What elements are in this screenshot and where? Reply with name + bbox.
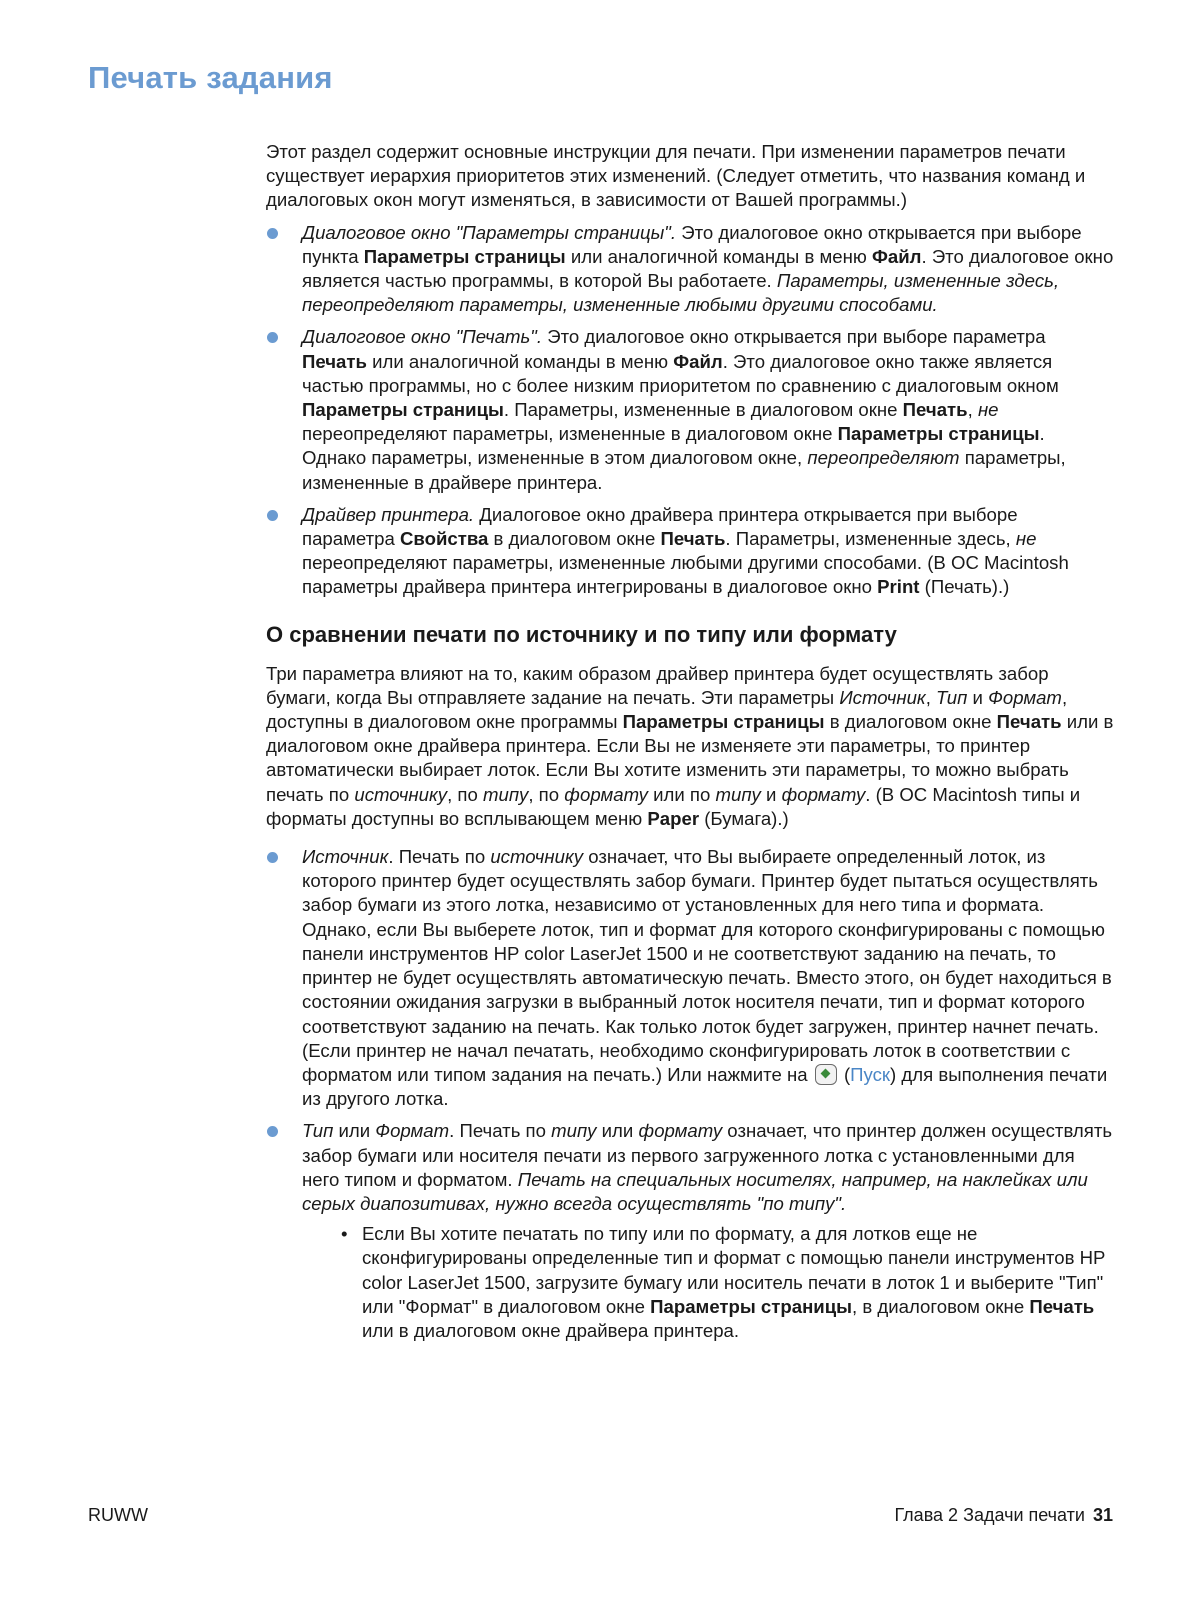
text-run: Это диалоговое окно открывается при выборе пункта: [302, 221, 1082, 267]
bullet-dot-icon: [267, 1126, 278, 1137]
chapter-title: Глава 2 Задачи печати: [894, 1505, 1085, 1525]
bold-text: Файл: [673, 350, 723, 372]
bold-text: Параметры страницы: [650, 1295, 853, 1317]
bold-text: Печать: [902, 399, 968, 421]
section-paragraph: [266, 662, 1114, 831]
text-run: Три параметра влияют на то, каким образом драйвер принтера будет осуществлять забор бумаги, когда Вы отправляете задание на печать. Эти параметры: [266, 662, 1049, 708]
text-run: в диалоговом окне: [824, 711, 997, 733]
bold-text: Параметры страницы: [622, 711, 825, 733]
text-run: (: [838, 1063, 851, 1085]
sub-bullet-marker: •: [341, 1223, 348, 1245]
text-run: или аналогичной команды в меню: [366, 350, 674, 372]
bold-text: Печать: [302, 350, 367, 372]
italic-text: Печать на специальных носителях, например, на наклейках или серых диапозитивах, нужно всегда осуществлять "по типу".: [302, 1168, 1088, 1214]
italic-text: Формат: [375, 1120, 450, 1142]
italic-text: Параметры, измененные здесь, переопределяют параметры, измененные любыми другими способами.: [302, 270, 1060, 316]
list-item: [266, 503, 1114, 600]
sub-bullet-text: [362, 1222, 1114, 1343]
bullet-text: [302, 325, 1114, 494]
italic-text: формату: [564, 783, 648, 805]
italic-text: не: [1015, 528, 1037, 550]
text-run: или по: [647, 783, 716, 805]
italic-text: формату: [781, 783, 866, 805]
text-run: или аналогичной команды в меню: [565, 245, 873, 267]
text-run: , доступны в диалоговом окне программы: [266, 686, 1068, 733]
bold-text: Печать: [660, 528, 726, 550]
text-run: . Параметры, измененные здесь,: [725, 528, 1016, 550]
text-run: . Это диалоговое окно является частью программы, в которой Вы работаете.: [302, 245, 1114, 292]
list-item: [266, 845, 1114, 1111]
text-run: и: [967, 686, 989, 708]
text-run: . (В ОС Macintosh типы и форматы доступны во всплывающем меню: [266, 783, 1081, 829]
text-run: (Бумага).): [699, 807, 789, 829]
list-item: [266, 325, 1114, 494]
bold-text: Параметры страницы: [363, 245, 566, 267]
text-run: . Параметры, измененные в диалоговом окне: [503, 399, 903, 421]
text-run: . Это диалоговое окно также является частью программы, но с более низким приоритетом по сравнению с диалоговым окном: [302, 350, 1059, 396]
bullet-text: [302, 221, 1114, 318]
italic-text: Источник: [302, 846, 389, 868]
italic-text: Тип: [302, 1120, 334, 1142]
text-run: переопределяют параметры, измененные в диалоговом окне: [302, 423, 838, 445]
intro-paragraph: Этот раздел содержит основные инструкции для печати. При изменении параметров печати существует иерархия приоритетов этих изменений. (Следует отметить, что названия команд и диалоговых окон могут изменяться, в зависимости от Вашей программы.): [266, 141, 1086, 211]
bullet-text: [302, 845, 1114, 1111]
text-run: , в диалоговом окне: [852, 1295, 1030, 1317]
italic-text: источнику: [490, 846, 584, 868]
text-run: или: [596, 1120, 639, 1142]
list-item: [266, 1119, 1114, 1343]
italic-text: переопределяют: [807, 447, 960, 469]
text-run: параметры, измененные в драйвере принтера.: [302, 447, 1066, 493]
bullet-dot-icon: [267, 852, 278, 863]
bold-text: Paper: [647, 807, 700, 829]
bold-text: Print: [877, 576, 920, 598]
text-run: означает, что Вы выбираете определенный лоток, из которого принтер будет осуществлять забор бумаги. Принтер будет пытаться осуществлять забор бумаги из этого лотка, независимо от установленных для него типа и формата. Однако, если Вы выберете лоток, тип и формат для которого сконфигурированы с помощью панели инструментов HP color LaserJet 1500 и не соответствуют заданию на печать, то принтер не будет осуществлять автоматическую печать. Вместо этого, он будет находиться в состоянии ожидания загрузки в выбранный лоток носителя печати, тип и формат которого соответствуют заданию на печать. Как только лоток будет загружен, принтер начнет печать. (Если принтер не начал печатать, необходимо сконфигурировать лоток в соответствии с форматом или типом задания на печать.) Или нажмите на: [302, 846, 1112, 1085]
italic-text: Диалоговое окно "Печать".: [302, 326, 543, 348]
bold-text: Параметры страницы: [837, 423, 1040, 445]
text-run: . Печать по: [388, 846, 491, 868]
bold-text: Файл: [872, 245, 922, 267]
text-run: (Печать).): [919, 576, 1010, 598]
italic-text: типу: [482, 783, 529, 805]
bold-text: Печать: [996, 711, 1062, 733]
bold-text: Параметры страницы: [302, 399, 504, 421]
text-run: означает, что принтер должен осуществлять забор бумаги или носителя печати из первого загруженного лотка с установленными для него типом и форматом.: [302, 1120, 1113, 1190]
start-button-link: Пуск: [850, 1063, 891, 1085]
bold-text: Печать: [1029, 1295, 1095, 1317]
section-heading: О сравнении печати по источнику и по типу или формату: [266, 621, 897, 647]
italic-text: Тип: [936, 686, 968, 708]
bullet-dot-icon: [267, 510, 278, 521]
italic-text: Источник: [839, 686, 926, 708]
text-run: . Однако параметры, измененные в этом диалоговом окне,: [302, 423, 1045, 469]
text-run: . Печать по: [449, 1120, 552, 1142]
italic-text: типу: [551, 1120, 597, 1142]
text-run: Это диалоговое окно открывается при выборе параметра: [542, 326, 1046, 348]
bold-text: Свойства: [399, 528, 489, 550]
italic-text: источнику: [354, 783, 448, 805]
italic-text: Диалоговое окно "Параметры страницы".: [302, 221, 677, 243]
footer-right: [894, 1503, 1113, 1527]
start-button-icon: [815, 1064, 837, 1085]
text-run: Если Вы хотите печатать по типу или по формату, а для лотков еще не сконфигурированы определенные тип и формат с помощью панели инструментов HP color LaserJet 1500, загрузите бумагу или носитель печати в лоток 1 и выберите "Тип" или "Формат" в диалоговом окне: [362, 1223, 1106, 1317]
italic-text: не: [977, 399, 999, 421]
text-run: переопределяют параметры, измененные любыми другими способами. (В ОС Macintosh параметры драйвера принтера интегрированы в диалоговое окно: [302, 552, 1069, 598]
bullet-dot-icon: [267, 228, 278, 239]
bullet-list-source-type: [266, 845, 1114, 1343]
footer-left-label: RUWW: [88, 1505, 148, 1525]
text-run: или: [333, 1120, 376, 1142]
text-run: ) для выполнения печати из другого лотка.: [302, 1063, 1108, 1110]
text-run: , по: [447, 783, 483, 805]
text-run: ,: [925, 686, 937, 708]
italic-text: Формат: [988, 686, 1062, 708]
italic-text: типу: [715, 783, 761, 805]
text-run: в диалоговом окне: [488, 528, 661, 550]
text-run: и: [760, 783, 782, 805]
sub-list-item: [302, 1222, 1114, 1343]
bullet-text: [302, 503, 1114, 600]
page-number: 31: [1092, 1505, 1113, 1525]
bullet-list-dialogs: [266, 221, 1114, 600]
bullet-dot-icon: [267, 332, 278, 343]
bullet-text: [302, 1119, 1114, 1216]
italic-text: Драйвер принтера.: [302, 503, 475, 525]
text-run: ,: [967, 399, 978, 421]
page-title: Печать задания: [88, 60, 333, 95]
text-run: или в диалоговом окне драйвера принтера.: [362, 1319, 740, 1341]
text-run: , по: [528, 783, 565, 805]
text-run: Диалоговое окно драйвера принтера открывается при выборе параметра: [302, 503, 1018, 550]
list-item: [266, 221, 1114, 318]
text-run: или в диалоговом окне драйвера принтера. Если Вы не изменяете эти параметры, то принтер автоматически выбирает лоток. Если Вы хотите изменить эти параметры, то можно выбрать печать по: [266, 711, 1114, 805]
italic-text: формату: [638, 1120, 723, 1142]
page-content: [266, 140, 1114, 1351]
